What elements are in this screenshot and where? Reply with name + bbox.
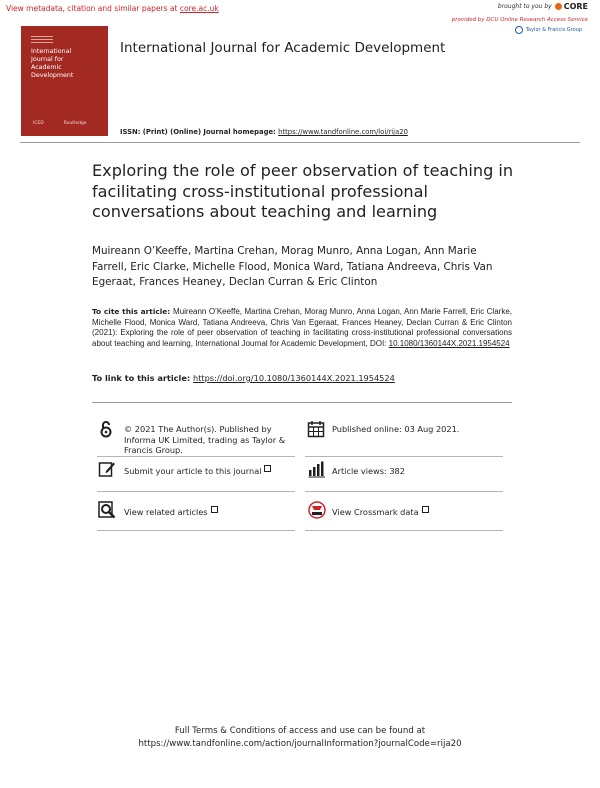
license-text: © 2021 The Author(s). Published by Informa UK Limited, trading as Taylor & Francis Group. xyxy=(124,424,286,455)
external-link-icon xyxy=(264,465,271,472)
crossmark-icon xyxy=(308,501,326,519)
divider xyxy=(97,530,295,531)
external-link-icon xyxy=(422,506,429,513)
crossmark-link[interactable]: View Crossmark data xyxy=(332,507,429,518)
divider xyxy=(20,142,580,143)
cover-title: International Journal for Academic Development xyxy=(31,48,74,79)
journal-homepage-link[interactable]: https://www.tandfonline.com/loi/rija20 xyxy=(278,128,408,136)
cover-footer-logos xyxy=(33,121,87,126)
divider xyxy=(305,491,503,492)
article-views: Article views: 382 xyxy=(332,466,405,476)
publisher-mini-logo: Taylor & Francis Group xyxy=(515,26,582,34)
terms-footer xyxy=(0,725,600,750)
related-articles-icon xyxy=(98,501,116,519)
published-date: Published online: 03 Aug 2021. xyxy=(332,424,460,434)
submit-article-link[interactable]: Submit your article to this journal xyxy=(124,466,271,477)
article-title: Exploring the role of peer observation of teaching in facilitating cross-institutional professional conversations about teaching and learning xyxy=(92,161,514,221)
issn-line: ISSN: (Print) (Online) Journal homepage: https://www.tandfonline.com/loi/rija20 xyxy=(120,128,408,136)
divider xyxy=(305,530,503,531)
doi-link[interactable]: 10.1080/1360144X.2021.1954524 xyxy=(388,339,510,349)
terms-text: Full Terms & Conditions of access and use can be found at xyxy=(174,726,426,736)
divider xyxy=(97,491,295,492)
core-logo: CORE xyxy=(555,2,588,11)
core-branding[interactable] xyxy=(498,2,588,11)
citation-block: To cite this article: Muireann O’Keeffe, Martina Crehan, Morag Munro, Anna Logan, Ann Marie Farrell, Eric Clarke, Michelle Flood, Monica Ward, Tatiana Andreeva, Chris Van Egeraat, Frances Heaney, Declan Curran & Eric Clinton (2021): Exploring the role of peer observation of teaching in facilitating cross-institutional professional conversations about teaching and learning, International Journal for Academic Development, DOI: 10.1080/1360144X.2021.1954524 xyxy=(92,307,512,349)
brought-by-text: brought to you by xyxy=(497,3,552,10)
submit-article-icon xyxy=(98,460,116,478)
taylor-francis-icon xyxy=(515,26,523,34)
divider xyxy=(97,456,295,457)
iced-logo: ICED xyxy=(33,121,44,126)
cover-volume-lines xyxy=(31,36,53,43)
external-link-icon xyxy=(211,506,218,513)
provided-by-text[interactable]: provided by DCU Online Research Access Service xyxy=(451,17,588,23)
article-authors: Muireann O’Keeffe, Martina Crehan, Morag Munro, Anna Logan, Ann Marie Farrell, Eric Clarke, Michelle Flood, Monica Ward, Tatiana Andreeva, Chris Van Egeraat, Frances Heaney, Declan Curran & Eric Clinton xyxy=(92,245,493,289)
open-access-lock-icon xyxy=(97,420,115,438)
divider xyxy=(305,456,503,457)
article-doi-link[interactable]: https://doi.org/10.1080/1360144X.2021.1954524 xyxy=(193,373,395,383)
terms-link[interactable]: https://www.tandfonline.com/action/journalInformation?journalCode=rija20 xyxy=(138,738,462,749)
core-metadata-link[interactable]: View metadata, citation and similar papers at core.ac.uk xyxy=(6,4,219,13)
calendar-icon xyxy=(307,420,325,438)
routledge-logo: Routledge xyxy=(63,121,87,126)
divider xyxy=(92,402,512,403)
journal-title: International Journal for Academic Development xyxy=(120,40,446,56)
article-link-line: To link to this article: https://doi.org/10.1080/1360144X.2021.1954524 xyxy=(92,373,395,383)
core-logo-icon xyxy=(555,3,562,10)
related-articles-link[interactable]: View related articles xyxy=(124,507,218,518)
article-views-icon xyxy=(308,460,326,478)
